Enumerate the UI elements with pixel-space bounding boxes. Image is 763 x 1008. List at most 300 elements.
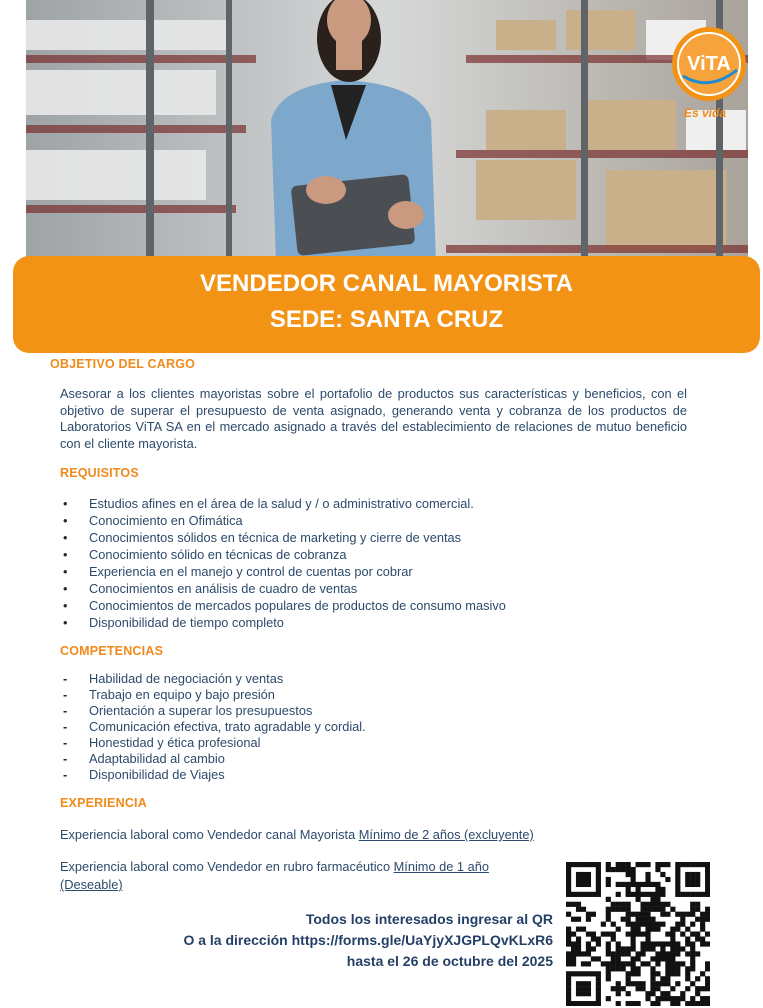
bullet-icon: • [63,547,68,562]
qr-module [655,892,660,897]
qr-module [576,917,581,922]
qr-module [650,902,655,907]
qr-module [695,991,700,996]
qr-module [616,986,621,991]
qr-module [591,932,596,937]
qr-module [626,907,631,912]
qr-module [571,961,576,966]
qr-module [650,956,655,961]
qr-module [680,961,685,966]
qr-module [616,927,621,932]
title-banner [13,256,760,353]
qr-module [616,862,621,867]
list-item: - Disponibilidad de Viajes [63,767,225,782]
qr-module [636,932,641,937]
job-title: VENDEDOR CANAL MAYORISTA [200,270,573,297]
qr-module [566,872,571,877]
qr-module [645,996,650,1001]
vita-logo [671,26,747,102]
qr-module [581,882,586,887]
qr-module [596,976,601,981]
qr-module [695,907,700,912]
qr-module [705,941,710,946]
qr-module [650,897,655,902]
qr-module [631,867,636,872]
qr-module [660,941,665,946]
qr-module [616,961,621,966]
qr-module [596,877,601,882]
qr-module [606,996,611,1001]
list-item: • Experiencia en el manejo y control de cuentas por cobrar [63,564,413,579]
dash-icon: - [63,751,68,766]
qr-module [606,941,611,946]
experiencia-requirement-2b: (Deseable) [60,877,123,892]
qr-module [690,907,695,912]
qr-module [695,1001,700,1006]
qr-module [675,877,680,882]
qr-module [596,981,601,986]
qr-module [596,867,601,872]
qr-module [616,956,621,961]
cta-text [120,909,553,972]
qr-module [670,986,675,991]
qr-module [670,971,675,976]
qr-module [631,936,636,941]
job-location: SEDE: SANTA CRUZ [269,306,504,333]
qr-module [685,986,690,991]
qr-module [685,882,690,887]
qr-module [636,956,641,961]
qr-module [645,927,650,932]
qr-module [650,927,655,932]
qr-module [660,862,665,867]
qr-module [670,961,675,966]
qr-module [636,971,641,976]
qr-module [581,862,586,867]
qr-module [606,862,611,867]
qr-module [616,946,621,951]
qr-module [596,882,601,887]
qr-module [705,1001,710,1006]
qr-module [616,1001,621,1006]
qr-module [690,862,695,867]
qr-module [645,912,650,917]
list-item: • Conocimiento sólido en técnicas de cobranza [63,547,347,562]
qr-module [655,996,660,1001]
qr-module [645,922,650,927]
qr-module [626,991,631,996]
qr-module [626,902,631,907]
qr-module [705,976,710,981]
qr-module [680,917,685,922]
qr-module [566,912,571,917]
qr-module [571,941,576,946]
qr-module [675,927,680,932]
qr-module [566,986,571,991]
qr-module [566,991,571,996]
qr-module [566,936,571,941]
qr-module [670,946,675,951]
qr-module [621,986,626,991]
qr-module [680,991,685,996]
qr-module [705,882,710,887]
qr-module [566,932,571,937]
qr-module [616,941,621,946]
qr-module [660,907,665,912]
qr-module [660,872,665,877]
qr-module [601,932,606,937]
qr-module [640,986,645,991]
qr-module [660,892,665,897]
qr-module [690,922,695,927]
qr-module [631,981,636,986]
qr-module [655,897,660,902]
qr-module [695,936,700,941]
qr-module [680,862,685,867]
qr-module [675,996,680,1001]
qr-module [576,971,581,976]
qr-module [690,941,695,946]
qr-module [611,966,616,971]
qr-module [616,981,621,986]
qr-module [655,907,660,912]
dash-icon: - [63,703,68,718]
qr-module [596,892,601,897]
qr-module [665,971,670,976]
qr-module [626,912,631,917]
qr-module [571,946,576,951]
qr-module [586,917,591,922]
qr-module [695,917,700,922]
qr-module [660,996,665,1001]
qr-module [705,862,710,867]
qr-module [685,936,690,941]
qr-module [581,872,586,877]
qr-module [685,872,690,877]
qr-module [576,872,581,877]
qr-module [571,892,576,897]
qr-module [665,951,670,956]
qr-module [581,1001,586,1006]
qr-module [640,961,645,966]
qr-module [566,877,571,882]
qr-module [596,956,601,961]
qr-module [571,1001,576,1006]
qr-module [631,941,636,946]
qr-module [690,912,695,917]
qr-module [571,951,576,956]
qr-module [566,996,571,1001]
qr-module [626,951,631,956]
qr-module [675,912,680,917]
qr-code[interactable] [566,862,710,1006]
qr-module [670,996,675,1001]
experiencia-line-2: Experiencia laboral como Vendedor en rubro farmacéutico Mínimo de 1 año (Deseable) [60,859,489,892]
qr-module [576,946,581,951]
qr-module [631,882,636,887]
qr-module [631,971,636,976]
qr-module [581,927,586,932]
qr-module [685,912,690,917]
dash-icon: - [63,735,68,750]
dash-icon: - [63,687,68,702]
qr-module [631,922,636,927]
qr-module [695,986,700,991]
qr-module [705,887,710,892]
qr-module [640,981,645,986]
qr-module [586,981,591,986]
qr-module [601,961,606,966]
requisitos-list [60,495,506,631]
qr-module [700,996,705,1001]
qr-module [645,907,650,912]
qr-module [576,907,581,912]
qr-module [591,892,596,897]
qr-module [685,877,690,882]
qr-module [581,971,586,976]
qr-module [606,961,611,966]
qr-module [645,946,650,951]
qr-module [650,892,655,897]
qr-module [611,986,616,991]
qr-module [586,872,591,877]
qr-module [571,971,576,976]
qr-module [670,932,675,937]
qr-module [626,882,631,887]
qr-module [665,991,670,996]
qr-module [611,907,616,912]
qr-module [596,941,601,946]
qr-module [660,976,665,981]
qr-module [566,951,571,956]
qr-module [586,951,591,956]
qr-module [566,941,571,946]
qr-module [680,946,685,951]
qr-module [655,862,660,867]
qr-module [596,887,601,892]
experiencia-requirement-2: Mínimo de 1 año [393,859,489,874]
qr-module [670,936,675,941]
qr-module [680,932,685,937]
qr-module [640,892,645,897]
list-item: • Conocimientos en análisis de cuadro de ventas [63,581,358,596]
qr-module [670,1001,675,1006]
qr-module [640,902,645,907]
qr-module [650,946,655,951]
qr-module [586,986,591,991]
qr-module [675,941,680,946]
qr-module [631,892,636,897]
qr-module [645,932,650,937]
bullet-icon: • [63,615,68,630]
list-item: - Comunicación efectiva, trato agradable y cordial. [63,719,366,734]
qr-module [631,966,636,971]
qr-module [690,951,695,956]
qr-module [645,941,650,946]
qr-module [616,902,621,907]
qr-module [606,976,611,981]
qr-module [665,932,670,937]
qr-module [640,946,645,951]
qr-module [636,887,641,892]
qr-module [606,867,611,872]
bullet-icon: • [63,598,68,613]
qr-module [566,882,571,887]
qr-module [566,956,571,961]
list-item: • Conocimientos de mercados populares de productos de consumo masivo [63,598,506,613]
qr-module [655,981,660,986]
qr-module [705,996,710,1001]
qr-module [596,996,601,1001]
qr-module [640,951,645,956]
qr-module [695,862,700,867]
qr-module [636,882,641,887]
qr-module [700,892,705,897]
qr-module [665,961,670,966]
qr-module [700,936,705,941]
qr-module [675,887,680,892]
qr-module [640,882,645,887]
qr-module [631,946,636,951]
qr-module [665,956,670,961]
qr-module [576,902,581,907]
qr-module [576,941,581,946]
qr-module [581,951,586,956]
qr-module [690,981,695,986]
qr-module [566,867,571,872]
qr-module [626,981,631,986]
bullet-icon: • [63,513,68,528]
qr-module [591,956,596,961]
qr-module [601,922,606,927]
qr-module [690,961,695,966]
qr-module [611,951,616,956]
qr-module [566,1001,571,1006]
qr-module [665,996,670,1001]
qr-module [655,882,660,887]
qr-module [685,892,690,897]
qr-module [621,961,626,966]
qr-module [685,927,690,932]
qr-module [631,912,636,917]
qr-module [566,887,571,892]
qr-module [581,986,586,991]
qr-module [631,1001,636,1006]
qr-module [655,971,660,976]
qr-module [621,951,626,956]
qr-module [695,976,700,981]
qr-module [650,922,655,927]
qr-module [626,1001,631,1006]
qr-module [606,932,611,937]
qr-module [626,971,631,976]
qr-module [586,932,591,937]
bullet-icon: • [63,581,68,596]
qr-module [655,961,660,966]
cta-url-line[interactable]: O a la dirección https://forms.gle/UaYjyXJGPLQvKLxR6 [183,932,553,948]
qr-module [675,892,680,897]
qr-module [616,867,621,872]
qr-module [636,927,641,932]
qr-module [650,966,655,971]
qr-module [576,1001,581,1006]
qr-module [626,961,631,966]
qr-module [566,961,571,966]
qr-module [705,867,710,872]
qr-module [621,966,626,971]
qr-module [665,966,670,971]
qr-module [591,936,596,941]
list-item: • Conocimiento en Ofimática [63,513,243,528]
qr-module [690,1001,695,1006]
qr-module [576,882,581,887]
section-heading-experiencia: EXPERIENCIA [60,796,147,810]
qr-module [650,986,655,991]
qr-module [581,991,586,996]
qr-module [670,951,675,956]
qr-module [581,907,586,912]
qr-module [650,907,655,912]
qr-module [626,887,631,892]
section-heading-objetivo: OBJETIVO DEL CARGO [50,357,196,371]
qr-module [591,912,596,917]
qr-module [675,872,680,877]
qr-module [690,966,695,971]
qr-module [640,932,645,937]
qr-module [685,941,690,946]
list-item: • Conocimientos sólidos en técnica de marketing y cierre de ventas [63,530,462,545]
qr-module [606,966,611,971]
qr-module [571,917,576,922]
qr-module [566,981,571,986]
qr-module [581,892,586,897]
qr-module [670,927,675,932]
qr-module [650,971,655,976]
qr-module [576,951,581,956]
qr-module [690,956,695,961]
qr-module [665,941,670,946]
qr-module [636,981,641,986]
qr-module [650,917,655,922]
qr-module [636,951,641,956]
qr-module [566,927,571,932]
qr-module [645,862,650,867]
qr-module [581,877,586,882]
qr-module [675,981,680,986]
dash-icon: - [63,719,68,734]
qr-module [645,936,650,941]
qr-module [591,946,596,951]
qr-module [566,902,571,907]
qr-module [675,922,680,927]
qr-module [596,936,601,941]
qr-module [705,981,710,986]
qr-module [640,941,645,946]
qr-module [645,991,650,996]
qr-module [705,872,710,877]
qr-module [705,917,710,922]
qr-module [611,936,616,941]
qr-module [660,912,665,917]
qr-module [581,981,586,986]
qr-module [675,971,680,976]
qr-module [621,862,626,867]
qr-module [626,867,631,872]
qr-module [655,887,660,892]
section-heading-requisitos: REQUISITOS [60,466,139,480]
qr-module [655,922,660,927]
qr-module [636,912,641,917]
